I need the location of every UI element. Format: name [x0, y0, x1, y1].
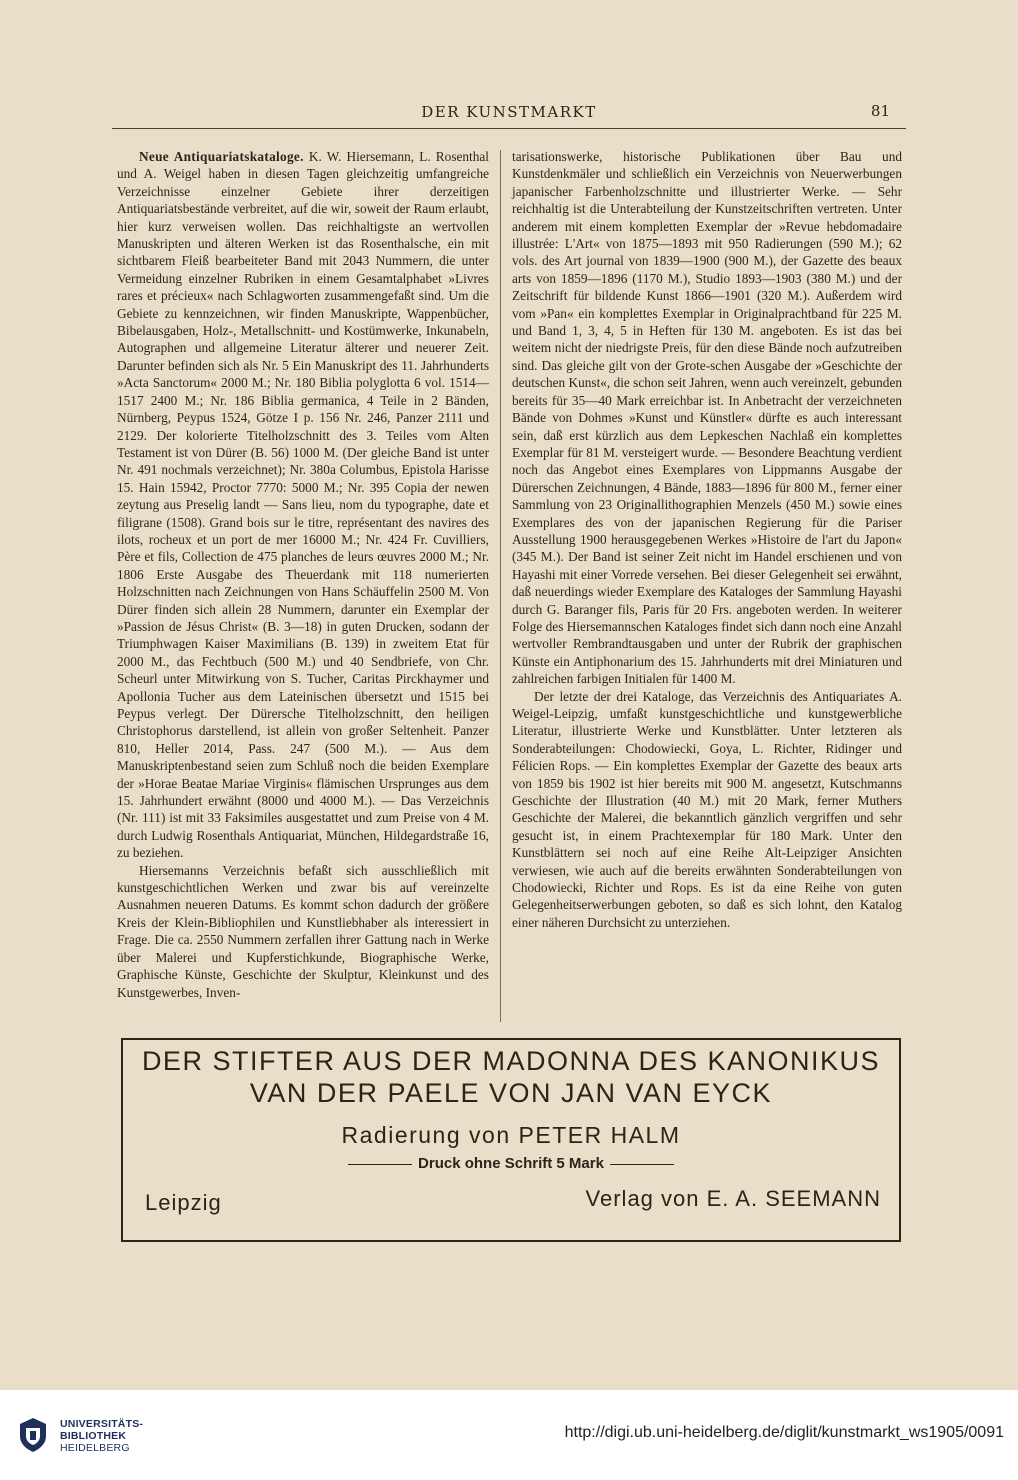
article-paragraph-4: Der letzte der drei Kataloge, das Verzeichnis des Antiquariates A. Weigel-Leipzig, umfaßt kunstgeschichtliche und kunstgewerbliche Literatur, illustrierte Werke und Kunstblätter. Unter letzteren als Sonderabteilungen: Chodowiecki, Goya, L. Richter, Ridinger und Félicien Rops. — Ein komplettes Exemplar der Gazette des beaux arts von 1859 bis 1902 ist hier bereits mit 900 M. angesetzt, Kutschmanns Geschichte der Illustration (40 M.) mit 20 Mark, ferner Muthers Geschichte der Malerei, die bekanntlich gänzlich vergriffen und sehr gesucht ist, in einem Prachtexemplar für 180 Mark. Unter den Kunstblättern sei noch auf eine Reihe Alt-Leipziger Ansichten verwiesen, wie auch auf die bereits erwähnten Sonderabteilungen von Chodowiecki, Richter und Rops. Es ist da eine Reihe von guten Gelegenheitserwerbungen geboten, so daß es sich lohnt, den Katalog einer näheren Durchsicht zu unterziehen. [512, 688, 902, 930]
article-heading: Neue Antiquariatskataloge. [139, 149, 304, 164]
advertisement-publisher: Verlag von E. A. SEEMANN [585, 1186, 881, 1211]
column-rule [500, 150, 501, 1022]
article-paragraph-2: Hiersemanns Verzeichnis befaßt sich ausschließlich mit kunstgeschichtlichen Werken und zwar bis auf vereinzelte Ausnahmen neueren Datums. Es kommt schon dadurch der größere Kreis der Klein-Bibliophilen und Kunstliebhaber als interessiert in Frage. Die ca. 2550 Nummern zerfallen ihrer Gattung nach in Werke über Malerei und Kupferstichkunde, Biographische Werke, Graphische Künste, Geschichte der Skulptur, Kleinkunst und des Kunstgewerbes, Inven- [117, 862, 489, 1000]
right-column [512, 148, 902, 931]
library-logo-text[interactable] [60, 1418, 143, 1454]
logo-line-1: UNIVERSITÄTS- [60, 1418, 144, 1430]
advertisement-title [123, 1045, 899, 1109]
running-title: DER KUNSTMARKT [421, 103, 597, 121]
page-number: 81 [870, 102, 890, 120]
header-rule [112, 128, 906, 129]
article-text: K. W. Hiersemann, L. Rosenthal und A. Weigel haben in diesen Tagen gleichzeitig umfangreiche Verzeichnisse einzelner Gebiete ihrer derzeitigen Antiquariatsbestände verbreitet, auf die wir, soweit der Raum erlaubt, hier kurz verweisen wollen. Das reichhaltigste an wertvollen Manuskripten und älteren Werken ist das Rosenthalsche, ein mit sichtbarem Fleiß bearbeiteter Band mit 2043 Nummern, die unter Vermeidung einzelner Rubriken in einem Gesamtalphabet »Livres rares et précieux« nach Schlagworten zusammengefaßt sind. Um die Gebiete zu kennzeichnen, wir finden Manuskripte, Wappenbücher, Bibelausgaben, Holz-, Metallschnitt- und Kostümwerke, Inkunabeln, Autographen und allgemeine Literatur älterer und neuerer Zeit. Darunter befinden sich als Nr. 5 Ein Manuskript des 11. Jahrhunderts »Acta Sanctorum« 2000 M.; Nr. 180 Biblia polyglotta 6 vol. 1514—1517 2400 M.; Nr. 186 Biblia germanica, 4 Teile in 2 Bänden, Nürnberg, Peypus 1524, Götze I p. 156 Nr. 246, Panzer 2111 und 2129. Der kolorierte Titelholzschnitt des 3. Teiles vom Alten Testament ist von Dürer (B. 56) 1000 M. (Der gleiche Band ist unter Nr. 491 nochmals verzeichnet); Nr. 380a Columbus, Epistola Harisse 15. Hain 15942, Proctor 7770: 5000 M.; Nr. 395 Copia der newen zeytung aus Preselig landt — Sans lieu, nom du typographe, date et filigrane (1508). Grand bois sur le titre, représentant des navires des ilots, rocheux et un port de mer 16000 M.; Nr. 424 Fr. Cuvilliers, Père et fils, Collection de 475 planches de leurs œuvres 2000 M.; Nr. 1806 Erste Ausgabe des Theuerdank mit 118 numerierten Holzschnitten nach Zeichnungen von Hans Schäuffelin 2500 M. Von Dürer finden sich allein 28 Nummern, darunter ein Exemplar der »Passion de Jésus Christ« (B. 3—18) in guten Drucken, sodann der Triumphwagen Kaiser Maximilians (B. 139) in zweitem Etat für 2000 M., das Fechtbuch (500 M.) und 40 Sendbriefe, von Chr. Scheurl unter Mitwirkung von S. Tucher, Caritas Pirckhaymer und Apollonia Tucher aus dem Lateinischen übersetzt und 1515 bei Peypus verlegt. Der Dürersche Titelholzschnitt, den heiligen Christophorus darstellend, ist allein von großer Seltenheit. Panzer 810, Heller 2014, Pass. 247 (500 M.). — Aus dem Manuskriptenbestand seien zum Schluß noch die beiden Exemplare der »Horae Beatae Mariae Virginis« flämischen Ursprunges aus dem 15. Jahrhundert erwähnt (8000 und 4000 M.). — Das Verzeichnis (Nr. 111) ist mit 33 Faksimiles ausgestattet und zum Preise von 4 M. durch Ludwig Rosenthals Antiquariat, München, Hildegardstraße 16, zu beziehen. [117, 149, 489, 861]
document-url[interactable]: http://digi.ub.uni-heidelberg.de/diglit/kunstmarkt_ws1905/0091 [564, 1424, 1004, 1441]
price-rule-left [348, 1164, 412, 1165]
advertisement-title-line-2: VAN DER PAELE VON JAN VAN EYCK [249, 1078, 773, 1108]
advertisement-box [121, 1038, 901, 1242]
advertisement-title-line-1: DER STIFTER AUS DER MADONNA DES KANONIKUS [141, 1046, 881, 1076]
left-column [117, 148, 489, 1001]
logo-line-3: HEIDELBERG [60, 1442, 130, 1454]
advertisement-price [123, 1155, 899, 1172]
price-rule-right [610, 1164, 674, 1165]
article-paragraph-3: tarisationswerke, historische Publikationen über Bau und Kunstdenkmäler und schließlich ein Verzeichnis von Neuerwerbungen japanischer Farbenholzschnitte und illustrierter Werke. — Sehr reichhaltig ist die Unterabteilung der Kunstzeitschriften vertreten. Unter anderem mit einem kompletten Exemplar der »Revue hebdomadaire illustrée: L'Art« von 1875—1893 mit 950 Radierungen (590 M.); 62 vols. des Art journal von 1839—1900 (900 M.), der Gazette des beaux arts von 1859—1896 (1170 M.), Studio 1893—1903 (380 M.) und der Zeitschrift für bildende Kunst 1866—1901 (320 M.). Außerdem wird vom »Pan« ein komplettes Exemplar in Originalprachtband für 225 M. und Band 1, 3, 4, 5 in Heften für 130 M. angeboten. Es ist das bei weitem nicht der niedrigste Preis, für den diese Bände noch aufzutreiben sind. Das gleiche gilt von der Grote-schen Ausgabe der »Geschichte der deutschen Kunst«, die schon seit Jahren, wenn auch vereinzelt, gebunden bereits für 35—40 Mark erreichbar ist. In Anbetracht der verzeichneten Bände von Dohmes »Kunst und Künstler« dürfte es auch interessant sein, daß erst kürzlich aus dem Lepkeschen Nachlaß ein komplettes Exemplar für 81 M. versteigert wurde. — Besondere Beachtung verdient noch das Angebot eines Exemplares von Lippmanns Ausgabe der Dürerschen Zeichnungen, 4 Bände, 1883—1896 für 800 M., ferner einer Sammlung von 23 Originallithographien Menzels (450 M.) sowie eines Exemplares des von der japanischen Regierung für die Pariser Ausstellung 1900 herausgegebenen Werkes »Histoire de l'art du Japon« (345 M.). Der Band ist seiner Zeit nicht im Handel erschienen und von Hayashi mit einer Vorrede versehen. Bei dieser Gelegenheit sei erwähnt, daß neuerdings wieder Exemplare des Kataloges der Sammlung Hayashi durch G. Baranger fils, Paris für 20 Frs. angeboten werden. In weiterer Folge des Hiersemannschen Kataloges findet sich dann noch eine Anzahl wertvoller Rembrandtausgaben und unter der Rubrik der graphischen Künste ein Antiphonarium des 15. Jahrhunderts mit drei Miniaturen und zahlreichen farbigen Initialen für 1400 M. [512, 149, 902, 687]
logo-line-2: BIBLIOTHEK [60, 1430, 127, 1442]
advertisement-place: Leipzig [145, 1190, 222, 1215]
price-text: Druck ohne Schrift 5 Mark [418, 1155, 604, 1172]
viewer-footer [0, 1390, 1018, 1480]
university-seal-icon [12, 1416, 54, 1454]
advertisement-subtitle: Radierung von PETER HALM [341, 1122, 681, 1148]
article-paragraph-1 [117, 148, 489, 862]
